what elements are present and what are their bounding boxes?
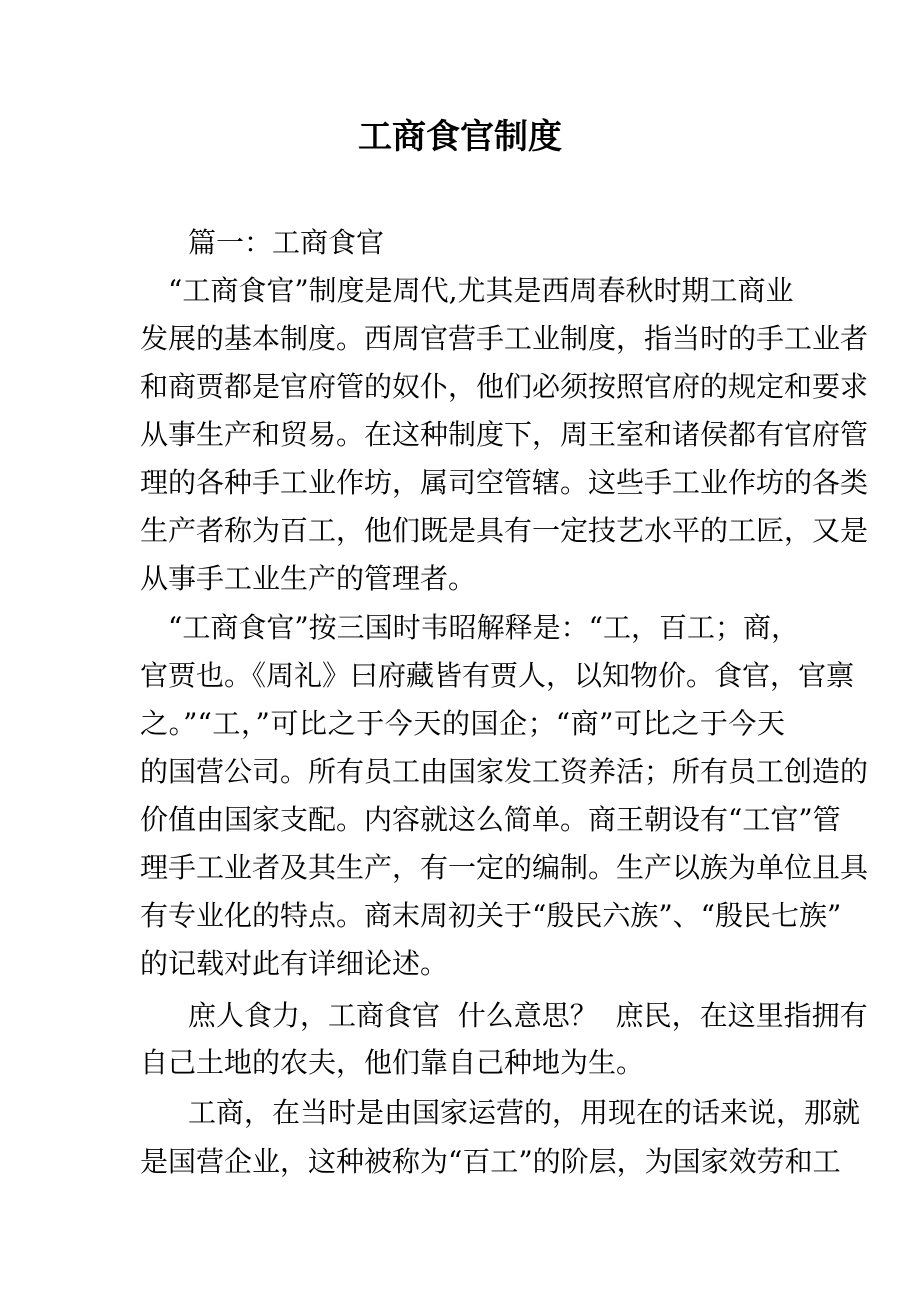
text-line: 有专业化的特点。商末周初关于“殷民六族”、“殷民七族” [140,899,842,932]
text-line: 发展的基本制度。西周官营手工业制度，指当时的手工业者 [140,322,869,355]
text-line: “工商食官”按三国时韦昭解释是：“工，百工；商， [168,611,799,644]
text-line: 理手工业者及其生产，有一定的编制。生产以族为单位且具 [140,851,869,884]
text-line: 从事手工业生产的管理者。 [140,562,477,595]
text-line: 庶人食力，工商食官 什么意思？ 庶民，在这里指拥有 [188,999,868,1032]
text-line: 从事生产和贸易。在这种制度下，周王室和诸侯都有官府管 [140,418,869,451]
text-line: 的国营公司。所有员工由国家发工资养活；所有员工创造的 [140,755,869,788]
heading-section-1: 篇一：工商食官 [188,226,385,259]
text-line: 的记载对此有详细论述。 [140,947,449,980]
text-line: 官贾也。《周礼》曰府藏皆有贾人，以知物价。食官，官禀 [140,659,855,692]
text-line: 理的各种手工业作坊，属司空管辖。这些手工业作坊的各类 [140,466,869,499]
text-line: 工商，在当时是由国家运营的，用现在的话来说，那就 [188,1096,861,1129]
text-line: 生产者称为百工，他们既是具有一定技艺水平的工匠，又是 [140,514,869,547]
text-line: 是国营企业，这种被称为“百工”的阶层，为国家效劳和工 [140,1145,841,1178]
text-line: 和商贾都是官府管的奴仆，他们必须按照官府的规定和要求 [140,370,869,403]
document-title: 工商食官制度 [358,117,562,157]
text-line: 自己土地的农夫，他们靠自己种地为生。 [140,1046,645,1079]
text-line: “工商食官”制度是周代,尤其是西周春秋时期工商业 [168,274,794,307]
text-line: 价值由国家支配。内容就这么简单。商王朝设有“工官”管 [140,803,841,836]
text-line: 之。”“工，”可比之于今天的国企；“商”可比之于今天 [140,707,785,740]
